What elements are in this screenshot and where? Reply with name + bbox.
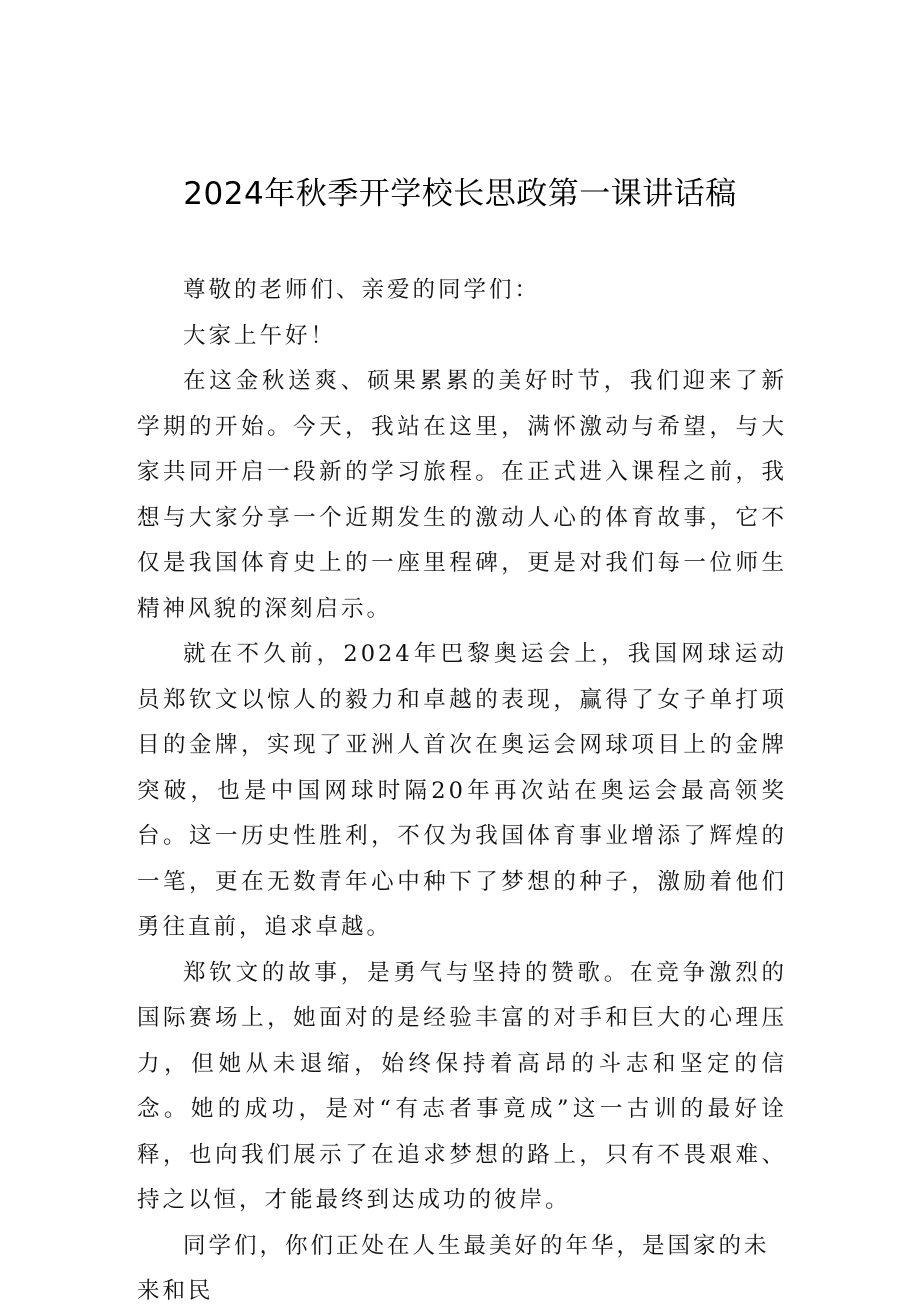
body-paragraph-partial: 同学们，你们正处在人生最美好的年华，是国家的未来和民	[137, 1232, 770, 1304]
document-body	[137, 268, 787, 1315]
document-title: 2024年秋季开学校长思政第一课讲话稿	[183, 176, 737, 212]
greeting-paragraph: 大家上午好！	[183, 322, 337, 349]
salutation-paragraph: 尊敬的老师们、亲爱的同学们：	[183, 277, 541, 303]
body-paragraph: 就在不久前，2024年巴黎奥运会上，我国网球运动员郑钦文以惊人的毅力和卓越的表现，赢得了女子单打项目的金牌，实现了亚洲人首次在奥运会网球项目上的金牌突破，也是中国网球时隔20年再次站在奥运会最高领奖台。这一历史性胜利，不仅为我国体育事业增添了辉煌的一笔，更在无数青年心中种下了梦想的种子，激励着他们勇往直前，追求卓越。	[137, 641, 787, 940]
body-paragraph: 在这金秋送爽、硕果累累的美好时节，我们迎来了新学期的开始。今天，我站在这里，满怀激动与希望，与大家共同开启一段新的学习旅程。在正式进入课程之前，我想与大家分享一个近期发生的激动人心的体育故事，它不仅是我国体育史上的一座里程碑，更是对我们每一位师生精神风貌的深刻启示。	[137, 368, 787, 622]
body-paragraph: 郑钦文的故事，是勇气与坚持的赞歌。在竞争激烈的国际赛场上，她面对的是经验丰富的对手和巨大的心理压力，但她从未退缩，始终保持着高昂的斗志和坚定的信念。她的成功，是对“有志者事竟成”这一古训的最好诠释，也向我们展示了在追求梦想的路上，只有不畏艰难、持之以恒，才能最终到达成功的彼岸。	[137, 959, 787, 1213]
